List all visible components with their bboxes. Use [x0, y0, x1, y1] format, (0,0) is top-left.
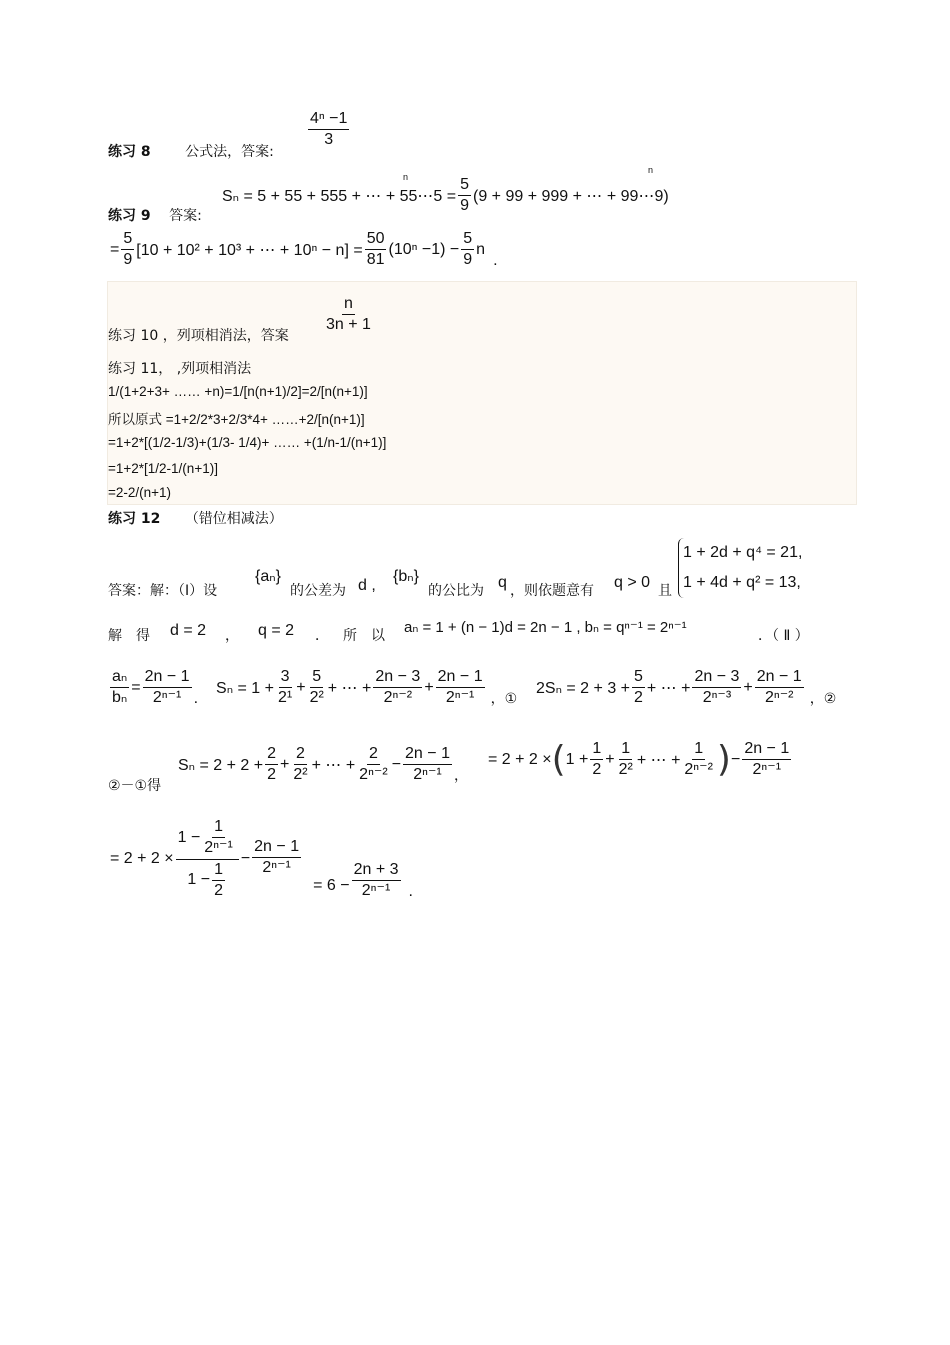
ex8-label: 练习 8 公式法，答案:	[108, 144, 274, 160]
ex9-frac2-den: 81	[366, 251, 385, 269]
ex12-sn-expr: Sₙ = 1 +	[216, 679, 274, 697]
ex9-line2-coef-num: 5	[121, 230, 134, 250]
ex12-ratio-line: $\frac{\text{aₙ}}{\text{bₙ}}$ = $\frac{2n - 1}{\text{2ⁿ⁻¹}}$ . Sₙ = 1 + $\frac{3}{\text{2¹}}$ + $\frac{5}{\text{2²}}$ + ⋯ + $\frac{2n - 3}{\text{2ⁿ⁻²}}$ + $\frac{2n - 1}{\text{2ⁿ⁻¹}}$ ，①	[112, 668, 518, 707]
ex12-answer-prefix: 答案：解：（Ⅰ）设	[108, 583, 218, 599]
ex12-final-eq1: = 2 + 2 ×	[110, 850, 174, 868]
ex12-final-den: 2ⁿ⁻¹	[361, 882, 391, 900]
ex12-ratio-den1: bₙ	[112, 689, 128, 707]
ex12-q: q	[498, 574, 507, 591]
ex12-common-diff: 的公差为	[290, 583, 346, 599]
ex12-diff-line: Sₙ = 2 + 2 + $\frac{2}{2}$ + $\frac{2}{\text{2²}}$ + ⋯ + $\frac{2}{\text{2ⁿ⁻²}}$ − $\frac{2n - 1}{\text{2ⁿ⁻¹}}$ ，	[178, 745, 468, 784]
ex10-denominator: 3n + 1	[326, 316, 371, 334]
ex12-label: 练习 12 （错位相减法）	[108, 511, 283, 527]
ex12-diff-line2: = 2 + 2 × ( 1 + $\frac{1}{2}$ + $\frac{1}{\text{2²}}$ + ⋯ + $\frac{1}{\text{2ⁿ⁻²}}$ ) − $\frac{2n - 1}{\text{2ⁿ⁻¹}}$	[488, 738, 790, 780]
ex10-answer-fraction	[322, 295, 375, 335]
ex9-line1-rhs: (9 + 99 + 999 + ⋯ + 99⋯9)	[473, 187, 669, 205]
ex9-line2-a: [10 + 10² + 10³ + ⋯ + 10ⁿ − n] =	[136, 241, 363, 259]
ex12-q-value: q = 2	[258, 622, 295, 639]
ex8-method: 公式法，答案:	[185, 144, 274, 160]
ex12-d-value: d = 2	[170, 622, 207, 639]
ex12-common-ratio: 的公比为	[428, 583, 484, 599]
ex9-brace-label-1: n	[403, 172, 409, 182]
ex12-2sn-expr: 2Sₙ = 2 + 3 +	[536, 679, 630, 697]
ex9-line2-coef2-num: 5	[461, 230, 474, 250]
ex9-brace-label-2: n	[648, 165, 654, 175]
ex12-2sn-line: 2Sₙ = 2 + 3 + $\frac{5}{2}$ + ⋯ + $\frac{2n - 3}{\text{2ⁿ⁻³}}$ + $\frac{2n - 1}{\text{2ⁿ⁻²}}$ ，②	[536, 668, 837, 707]
ex10-label: 练习 10 ，列项相消法，答案	[108, 328, 289, 344]
ex12-eq1-marker: ，①	[490, 690, 518, 707]
ex12-so: 所 以	[343, 628, 385, 644]
ex12-an: {aₙ}	[255, 568, 281, 585]
ex9-line2: = $\frac{5}{9}$ [10 + 10² + 10³ + ⋯ + 10ⁿ − n] = $\frac{50}{81}$ (10ⁿ −1) − $\frac{5}{9}$ n .	[110, 230, 498, 269]
ex12-d: d ,	[358, 577, 376, 594]
ex9-line2-coef-den: 9	[123, 251, 133, 269]
ex11-label: 练习 11， ,列项相消法	[108, 361, 252, 377]
ex9-period: .	[493, 251, 498, 269]
ex12-final-line: = 2 + 2 × 1 − $\frac{1}{\text{2ⁿ⁻¹}}$ 1 − $\frac{1}{2}$ − $\frac{2n - 1}{\text{2ⁿ⁻¹}}$ = 6 − $\frac{2n + 3}{\text{2ⁿ⁻¹}}$ .	[110, 818, 413, 900]
ex12-method: （错位相减法）	[184, 511, 283, 527]
ex9-line1	[222, 176, 669, 216]
ex9-answer-label: 答案:	[169, 208, 202, 224]
ex8-denominator: 3	[324, 131, 334, 149]
ex12-ratio-den2: 2ⁿ⁻¹	[152, 689, 182, 707]
ex12-q-condition: q > 0	[614, 574, 651, 591]
ex8-numerator: 4ⁿ −1	[308, 110, 349, 130]
ex9-coef-den: 9	[460, 197, 469, 215]
ex9-line2-coef2-den: 9	[463, 251, 473, 269]
ex9-line1-lhs: Sₙ = 5 + 55 + 555 + ⋯ + 55⋯5 =	[222, 187, 457, 205]
ex12-solve-label: 解 得	[108, 628, 150, 644]
ex9-line2-c: n	[476, 240, 486, 258]
ex12-an-formula: aₙ = 1 + (n − 1)d = 2n − 1 , bₙ = qⁿ⁻¹ = 2ⁿ⁻¹	[404, 619, 687, 636]
ex9-frac2-num: 50	[365, 230, 387, 250]
ex11-line-2: 所以原式 =1+2/2*3+2/3*4+ ……+2/[n(n+1)]	[108, 412, 365, 427]
ex12-sys-eq1: 1 + 2d + q⁴ = 21,	[683, 544, 803, 561]
ex12-sys-eq2: 1 + 4d + q² = 13,	[683, 574, 801, 591]
ex12-given: ，则依题意有	[510, 583, 594, 599]
ex12-equation-system	[678, 538, 802, 598]
ex12-final-eq2: = 6 −	[313, 876, 350, 894]
ex12-eq2-marker: ，②	[809, 690, 837, 707]
ex12-bn: {bₙ}	[393, 568, 419, 585]
ex12-and: 且	[658, 583, 672, 599]
ex11-line-4: =1+2*[1/2-1/(n+1)]	[108, 461, 218, 476]
ex12-final-num: 2n + 3	[352, 861, 401, 881]
ex9-label: 练习 9 答案:	[108, 208, 202, 224]
ex9-line2-b: (10ⁿ −1) −	[388, 240, 460, 258]
ex12-ratio-num1: aₙ	[110, 668, 129, 688]
ex11-line-1: 1/(1+2+3+ …… +n)=1/[n(n+1)/2]=2/[n(n+1)]	[108, 384, 368, 399]
ex8-answer-fraction	[306, 110, 351, 150]
ex12-part2: ．（ Ⅱ ）	[758, 628, 809, 644]
ex10-numerator: n	[342, 295, 355, 315]
ex12-diff-label: ②－①得	[108, 778, 162, 794]
ex11-line-3: =1+2*[(1/2-1/3)+(1/3- 1/4)+ …… +(1/n-1/(n+1)]	[108, 435, 387, 450]
ex12-ratio-num2: 2n − 1	[143, 668, 192, 688]
ex9-coef-num: 5	[458, 176, 471, 196]
ex11-line-5: =2-2/(n+1)	[108, 485, 172, 500]
